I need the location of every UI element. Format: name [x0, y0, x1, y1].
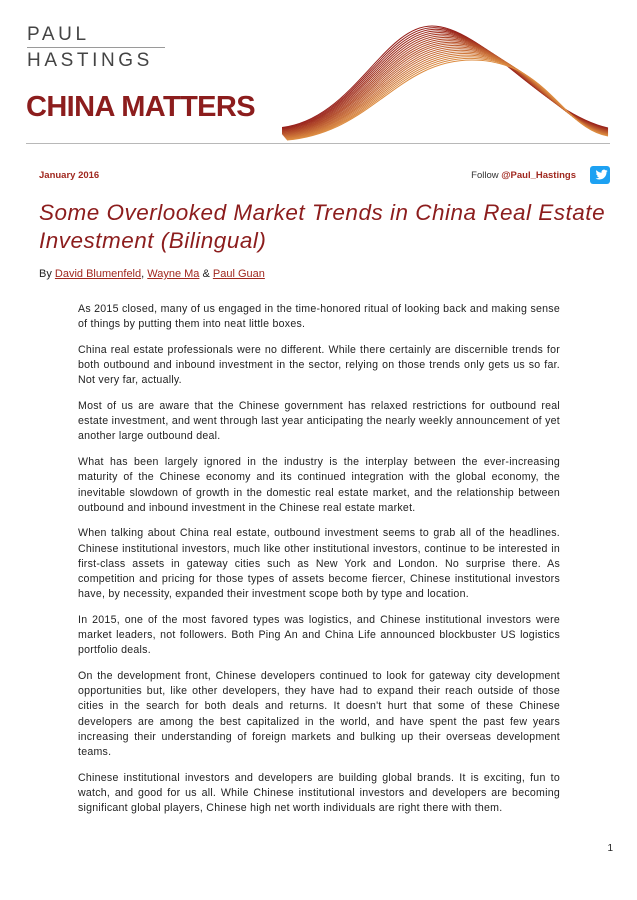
- body-paragraph: As 2015 closed, many of us engaged in the time-honored ritual of looking back and making sense of things by putting them into neat little boxes.: [78, 303, 560, 331]
- byline: [39, 268, 265, 280]
- body-paragraph: Most of us are aware that the Chinese government has relaxed restrictions for outbound real estate investment, and went through last year anticipating the nearly weekly announcement of yet another large outbound deal.: [78, 400, 560, 443]
- follow-label: Follow: [471, 170, 499, 181]
- decorative-waves-graphic: [282, 18, 612, 146]
- body-paragraph: China real estate professionals were no different. While there certainly are discernible trends for both outbound and inbound investment in the sector, relying on those trends only gets us so far. Not very far, actually.: [78, 343, 560, 387]
- twitter-handle-link[interactable]: @Paul_Hastings: [501, 170, 576, 181]
- follow-line: [471, 170, 576, 181]
- body-paragraph: What has been largely ignored in the industry is the interplay between the ever-increasing maturity of the Chinese economy and its continued integration with the global economy, the inevitable slowdown of growth in the domestic real estate market, and the relationship between outbound and inbound investment in the Chinese real estate market.: [78, 456, 560, 514]
- publication-title: CHINA MATTERS: [26, 91, 256, 123]
- author-separator: &: [199, 268, 213, 280]
- masthead-divider: [26, 143, 610, 144]
- body-paragraph: On the development front, Chinese developers continued to look for gateway city development opportunities but, like other developers, they have had to expand their reach outside of those cities in the search for both deals and returns. It doesn't hurt that some of these Chinese developers are among the best capitalized in the world, and have spent the past few years increasing their understanding of foreign markets and bulking up their overseas development teams.: [78, 670, 560, 759]
- twitter-bird-icon[interactable]: [590, 166, 610, 184]
- author-link[interactable]: David Blumenfeld: [54, 268, 142, 280]
- logo-text-hastings: HASTINGS: [27, 50, 153, 71]
- logo-divider: [27, 47, 165, 48]
- body-paragraph: Chinese institutional investors and developers are building global brands. It is exciting, fun to watch, and good for us all. While Chinese institutional investors and developers are becoming significant global players, Chinese high net worth individuals are right there with them.: [78, 771, 560, 815]
- logo-text-paul: PAUL: [27, 24, 90, 45]
- logo: [27, 24, 167, 71]
- author-separator: ,: [141, 268, 148, 280]
- body-paragraph: In 2015, one of the most favored types was logistics, and Chinese institutional investors were market leaders, not followers. Both Ping An and China Life announced blockbuster US logistics portfolio deals.: [78, 613, 560, 657]
- body-paragraph: When talking about China real estate, outbound investment seems to grab all of the headlines. Chinese institutional investors, much like other institutional investors, continue to be interested in first-class assets in gateway cities such as New York and London. No surprise there. As competition and pricing for those types of assets become fiercer, Chinese institutional investors have, by necessity, expanded their investment scope both by type and location.: [78, 527, 560, 601]
- article-body: [78, 302, 560, 827]
- byline-label: By: [39, 268, 52, 280]
- page-number: 1: [607, 843, 613, 854]
- author-link[interactable]: Paul Guan: [212, 268, 265, 280]
- wave-line: [287, 60, 608, 140]
- author-link[interactable]: Wayne Ma: [147, 268, 200, 280]
- article-title: Some Overlooked Market Trends in China Real Estate Investment (Bilingual): [39, 200, 606, 253]
- issue-date: January 2016: [39, 170, 100, 181]
